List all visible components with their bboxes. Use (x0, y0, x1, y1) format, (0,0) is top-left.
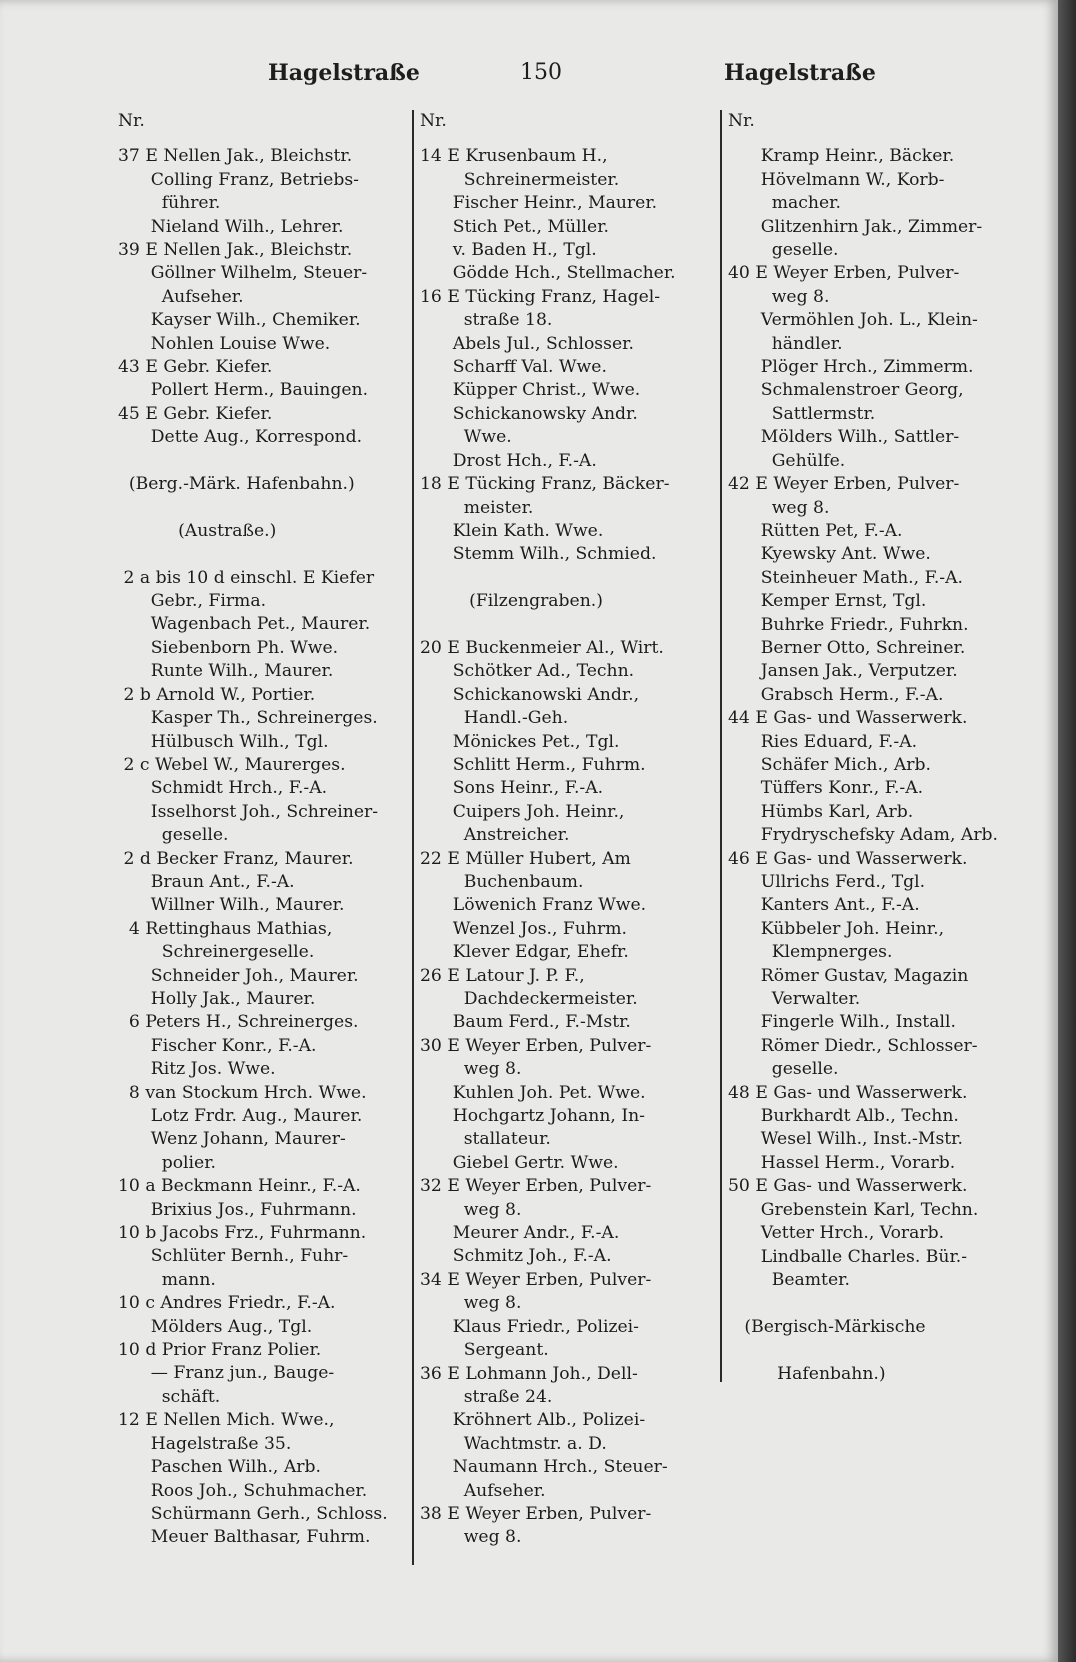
directory-line (728, 1339, 1024, 1362)
directory-line: 39 E Nellen Jak., Bleichstr. (118, 240, 353, 261)
directory-line: Baum Ferd., F.-Mstr. (420, 1012, 631, 1033)
directory-line: 16 E Tücking Franz, Hagel- (420, 286, 661, 307)
directory-line: Rütten Pet, F.-A. (728, 520, 903, 541)
directory-line: 30 E Weyer Erben, Pulver- (420, 1035, 652, 1056)
directory-line: Schmalenstroer Georg, (728, 380, 964, 401)
directory-line: (Austraße.) (118, 520, 277, 541)
directory-line: Ries Eduard, F.-A. (728, 731, 918, 752)
directory-line: Klein Kath. Wwe. (420, 520, 604, 541)
directory-line: Wenz Johann, Maurer- (118, 1129, 346, 1150)
directory-line: geselle. (728, 240, 839, 261)
column-right (728, 110, 1024, 1386)
directory-line: 2 a bis 10 d einschl. E Kiefer (118, 567, 375, 588)
directory-line (420, 614, 716, 637)
directory-line: 45 E Gebr. Kiefer. (118, 403, 273, 424)
nr-label: Nr. (420, 111, 447, 131)
directory-line: Meurer Andr., F.-A. (420, 1223, 620, 1244)
header-street-left: Hagelstraße (268, 60, 420, 86)
directory-line: Brixius Jos., Fuhrmann. (118, 1199, 357, 1220)
directory-line: Kyewsky Ant. Wwe. (728, 544, 931, 565)
directory-line: Kramp Heinr., Bäcker. (728, 146, 955, 167)
directory-line: 48 E Gas- und Wasserwerk. (728, 1082, 968, 1103)
directory-line: Schötker Ad., Techn. (420, 661, 635, 682)
directory-line: Paschen Wilh., Arb. (118, 1457, 321, 1478)
directory-line: stallateur. (420, 1129, 551, 1150)
directory-line: händler. (728, 333, 843, 354)
directory-line: Glitzenhirn Jak., Zimmer- (728, 216, 983, 237)
column-left (118, 110, 408, 1550)
directory-line: geselle. (728, 1059, 839, 1080)
directory-line: Kemper Ernst, Tgl. (728, 591, 927, 612)
directory-line: 2 d Becker Franz, Maurer. (118, 848, 354, 869)
directory-line: Schneider Joh., Maurer. (118, 965, 359, 986)
directory-line: Jansen Jak., Verputzer. (728, 661, 958, 682)
directory-line: 26 E Latour J. P. F., (420, 965, 585, 986)
directory-line: Mölders Wilh., Sattler- (728, 427, 960, 448)
column-rule-1 (412, 110, 414, 1565)
directory-line: Fingerle Wilh., Install. (728, 1012, 956, 1033)
directory-line: weg 8. (420, 1293, 522, 1314)
directory-line (118, 450, 408, 473)
directory-line: Handl.-Geh. (420, 708, 569, 729)
directory-line: Gehülfe. (728, 450, 846, 471)
directory-line: 43 E Gebr. Kiefer. (118, 357, 273, 378)
directory-line (420, 567, 716, 590)
directory-line: Buchenbaum. (420, 871, 584, 892)
directory-line: (Berg.-Märk. Hafenbahn.) (118, 474, 355, 495)
directory-line: 12 E Nellen Mich. Wwe., (118, 1410, 335, 1431)
directory-line: Willner Wilh., Maurer. (118, 895, 345, 916)
directory-line: Gebr., Firma. (118, 591, 267, 612)
directory-line: 10 c Andres Friedr., F.-A. (118, 1293, 336, 1314)
directory-line: Nohlen Louise Wwe. (118, 333, 331, 354)
directory-line: Giebel Gertr. Wwe. (420, 1152, 619, 1173)
directory-line: weg 8. (728, 497, 830, 518)
directory-line: Wachtmstr. a. D. (420, 1433, 607, 1454)
directory-line: Fischer Konr., F.-A. (118, 1035, 317, 1056)
column-rule-2 (720, 110, 722, 1382)
directory-line: 4 Rettinghaus Mathias, (118, 918, 333, 939)
directory-line: 2 b Arnold W., Portier. (118, 684, 316, 705)
directory-line: 10 d Prior Franz Polier. (118, 1340, 322, 1361)
directory-line: Steinheuer Math., F.-A. (728, 567, 963, 588)
directory-line: Wesel Wilh., Inst.-Mstr. (728, 1129, 963, 1150)
directory-line: 14 E Krusenbaum H., (420, 146, 608, 167)
directory-line: Lindballe Charles. Bür.- (728, 1246, 968, 1267)
directory-line: Vetter Hrch., Vorarb. (728, 1223, 945, 1244)
directory-line: Lotz Frdr. Aug., Maurer. (118, 1106, 363, 1127)
directory-line: Nieland Wilh., Lehrer. (118, 216, 344, 237)
directory-line: straße 18. (420, 310, 553, 331)
directory-line: Kanters Ant., F.-A. (728, 895, 920, 916)
directory-line: Isselhorst Joh., Schreiner- (118, 801, 379, 822)
directory-line: mann. (118, 1269, 216, 1290)
directory-line: Römer Diedr., Schlosser- (728, 1035, 978, 1056)
directory-line: Pollert Herm., Bauingen. (118, 380, 369, 401)
directory-line: Frydryschefsky Adam, Arb. (728, 825, 998, 846)
directory-line: Kayser Wilh., Chemiker. (118, 310, 361, 331)
directory-line: Wwe. (420, 427, 512, 448)
directory-line: Klever Edgar, Ehefr. (420, 942, 629, 963)
directory-line: Roos Joh., Schuhmacher. (118, 1480, 368, 1501)
directory-line: Aufseher. (420, 1480, 546, 1501)
directory-line: Hülbusch Wilh., Tgl. (118, 731, 329, 752)
directory-line: (Bergisch-Märkische (728, 1316, 926, 1337)
directory-line: — Franz jun., Bauge- (118, 1363, 335, 1384)
directory-line: Mönickes Pet., Tgl. (420, 731, 620, 752)
nr-label: Nr. (118, 111, 145, 131)
directory-line (118, 543, 408, 566)
directory-line: polier. (118, 1152, 217, 1173)
header-street-right: Hagelstraße (724, 60, 876, 86)
directory-line: Anstreicher. (420, 825, 570, 846)
directory-line: 20 E Buckenmeier Al., Wirt. (420, 637, 664, 658)
directory-line: Wenzel Jos., Fuhrm. (420, 918, 627, 939)
directory-line: Klempnerges. (728, 942, 893, 963)
directory-line: Hövelmann W., Korb- (728, 169, 945, 190)
directory-line: Schreinermeister. (420, 169, 620, 190)
directory-line: 38 E Weyer Erben, Pulver- (420, 1503, 652, 1524)
directory-line: Colling Franz, Betriebs- (118, 169, 359, 190)
directory-line: Braun Ant., F.-A. (118, 871, 295, 892)
directory-line: 18 E Tücking Franz, Bäcker- (420, 474, 670, 495)
directory-line: Sergeant. (420, 1340, 549, 1361)
directory-line: 2 c Webel W., Maurerges. (118, 754, 346, 775)
directory-line: Klaus Friedr., Polizei- (420, 1316, 639, 1337)
directory-line: 42 E Weyer Erben, Pulver- (728, 474, 960, 495)
directory-line: Hafenbahn.) (728, 1363, 886, 1384)
directory-line: Wagenbach Pet., Maurer. (118, 614, 371, 635)
directory-line: Drost Hch., F.-A. (420, 450, 597, 471)
directory-line: Göllner Wilhelm, Steuer- (118, 263, 368, 284)
directory-line: Kasper Th., Schreinerges. (118, 708, 378, 729)
directory-line: Holly Jak., Maurer. (118, 988, 316, 1009)
directory-line: Schürmann Gerh., Schloss. (118, 1503, 388, 1524)
directory-line (728, 1292, 1024, 1315)
directory-line: Schreinergeselle. (118, 942, 315, 963)
directory-line: Grebenstein Karl, Techn. (728, 1199, 979, 1220)
directory-line: straße 24. (420, 1386, 553, 1407)
directory-line: Römer Gustav, Magazin (728, 965, 969, 986)
directory-line: Kröhnert Alb., Polizei- (420, 1410, 646, 1431)
directory-line: Buhrke Friedr., Fuhrkn. (728, 614, 969, 635)
directory-line: Grabsch Herm., F.-A. (728, 684, 944, 705)
directory-line: Hagelstraße 35. (118, 1433, 292, 1454)
directory-line: schäft. (118, 1386, 221, 1407)
directory-line: Gödde Hch., Stellmacher. (420, 263, 676, 284)
directory-line: 34 E Weyer Erben, Pulver- (420, 1269, 652, 1290)
directory-line: Runte Wilh., Maurer. (118, 661, 334, 682)
directory-line: 50 E Gas- und Wasserwerk. (728, 1176, 968, 1197)
directory-line: Löwenich Franz Wwe. (420, 895, 647, 916)
directory-line: Dette Aug., Korrespond. (118, 427, 363, 448)
directory-line (118, 496, 408, 519)
directory-line: Cuipers Joh. Heinr., (420, 801, 625, 822)
directory-line: v. Baden H., Tgl. (420, 240, 597, 261)
directory-line: 10 a Beckmann Heinr., F.-A. (118, 1176, 361, 1197)
directory-line: Kübbeler Joh. Heinr., (728, 918, 945, 939)
page-number: 150 (520, 60, 562, 85)
directory-line: Burkhardt Alb., Techn. (728, 1106, 959, 1127)
directory-line: Ullrichs Ferd., Tgl. (728, 872, 926, 892)
directory-line: Schlüter Bernh., Fuhr- (118, 1246, 349, 1267)
directory-line: Schäfer Mich., Arb. (728, 754, 931, 775)
directory-line: Küpper Christ., Wwe. (420, 380, 641, 401)
directory-line: 37 E Nellen Jak., Bleichstr. (118, 146, 353, 167)
directory-line: Abels Jul., Schlosser. (420, 333, 634, 354)
directory-line: Schickanowsky Andr. (420, 403, 638, 424)
directory-line: Schickanowski Andr., (420, 684, 640, 705)
directory-line: Berner Otto, Schreiner. (728, 637, 966, 658)
directory-line: Stich Pet., Müller. (420, 216, 610, 237)
directory-line: 6 Peters H., Schreinerges. (118, 1012, 359, 1033)
directory-line: Tüffers Konr., F.-A. (728, 778, 924, 799)
directory-line: Aufseher. (118, 286, 244, 307)
directory-line: Verwalter. (728, 989, 861, 1010)
directory-line: 44 E Gas- und Wasserwerk. (728, 708, 968, 729)
directory-line: Ritz Jos. Wwe. (118, 1059, 276, 1080)
directory-line: 22 E Müller Hubert, Am (420, 848, 631, 869)
directory-line: Sattlermstr. (728, 403, 876, 424)
directory-line: weg 8. (420, 1199, 522, 1220)
directory-line: Schmidt Hrch., F.-A. (118, 778, 328, 799)
nr-label: Nr. (728, 111, 755, 131)
directory-line: 46 E Gas- und Wasserwerk. (728, 848, 968, 869)
directory-line: 10 b Jacobs Frz., Fuhrmann. (118, 1223, 367, 1244)
directory-line: Vermöhlen Joh. L., Klein- (728, 310, 978, 331)
directory-line: 40 E Weyer Erben, Pulver- (728, 263, 960, 284)
column-middle (420, 110, 716, 1550)
directory-line: Schlitt Herm., Fuhrm. (420, 754, 646, 775)
directory-line: meister. (420, 497, 534, 518)
directory-line: Sons Heinr., F.-A. (420, 778, 604, 799)
directory-line: 32 E Weyer Erben, Pulver- (420, 1176, 652, 1197)
directory-line: Dachdeckermeister. (420, 989, 638, 1009)
directory-line: Fischer Heinr., Maurer. (420, 193, 658, 214)
directory-line: geselle. (118, 825, 229, 846)
directory-line: Naumann Hrch., Steuer- (420, 1457, 668, 1478)
directory-line: weg 8. (420, 1527, 522, 1548)
directory-line: weg 8. (420, 1059, 522, 1080)
directory-line: führer. (118, 193, 221, 214)
directory-line: Hümbs Karl, Arb. (728, 801, 914, 822)
directory-line: macher. (728, 193, 841, 214)
directory-line: (Filzengraben.) (420, 591, 603, 612)
directory-line: Stemm Wilh., Schmied. (420, 544, 657, 565)
directory-line: Kuhlen Joh. Pet. Wwe. (420, 1082, 646, 1103)
directory-line: Plöger Hrch., Zimmerm. (728, 357, 974, 378)
directory-line: Mölders Aug., Tgl. (118, 1316, 313, 1337)
directory-line: 36 E Lohmann Joh., Dell- (420, 1363, 638, 1384)
directory-line: Siebenborn Ph. Wwe. (118, 637, 339, 658)
directory-line: Beamter. (728, 1269, 850, 1290)
directory-line: Scharff Val. Wwe. (420, 357, 607, 378)
directory-line: weg 8. (728, 286, 830, 307)
directory-line: Hochgartz Johann, In- (420, 1106, 645, 1127)
directory-line: Meuer Balthasar, Fuhrm. (118, 1527, 371, 1548)
directory-line: Schmitz Joh., F.-A. (420, 1246, 612, 1267)
directory-line: Hassel Herm., Vorarb. (728, 1152, 956, 1173)
directory-line: 8 van Stockum Hrch. Wwe. (118, 1082, 367, 1103)
